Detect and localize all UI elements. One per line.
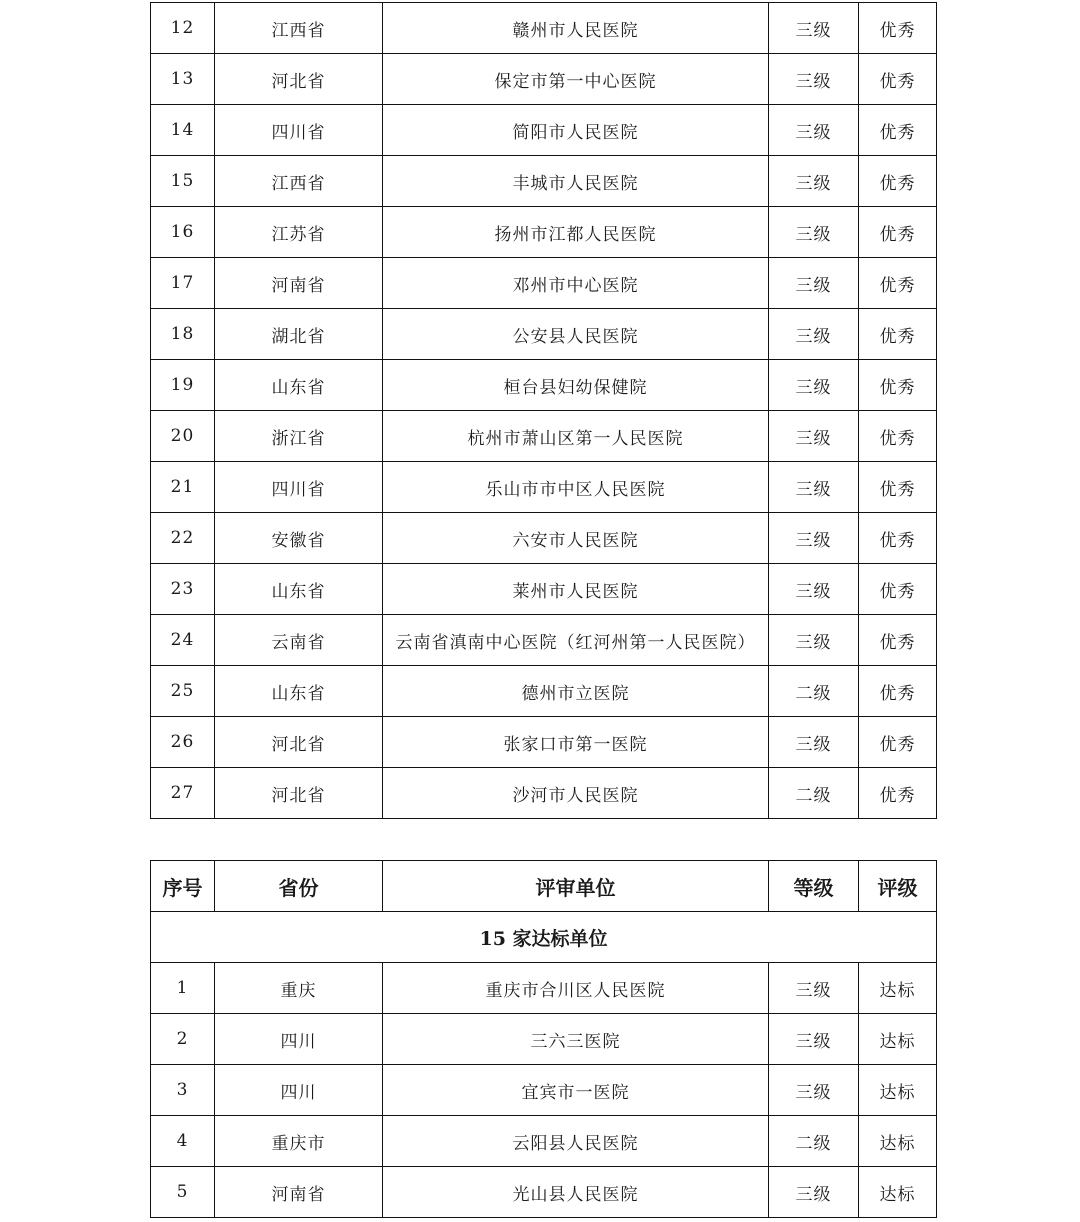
cell-unit: 杭州市萧山区第一人民医院 [383,411,769,462]
cell-no: 16 [151,207,215,258]
qualified-rows [151,963,937,1218]
cell-no: 23 [151,564,215,615]
cell-no: 1 [151,963,215,1014]
section-title-row [151,912,937,963]
cell-rating: 达标 [859,1014,937,1065]
cell-level: 三级 [769,360,859,411]
cell-level: 三级 [769,1065,859,1116]
cell-rating: 优秀 [859,615,937,666]
cell-province: 河南省 [215,1167,383,1218]
cell-province: 山东省 [215,666,383,717]
results-table-qualified [150,860,937,1218]
cell-level: 二级 [769,666,859,717]
table-row [151,1065,937,1116]
cell-no: 17 [151,258,215,309]
cell-rating: 优秀 [859,105,937,156]
table-row [151,1167,937,1218]
cell-unit: 简阳市人民医院 [383,105,769,156]
cell-province: 江西省 [215,3,383,54]
cell-province: 河北省 [215,717,383,768]
cell-unit: 六安市人民医院 [383,513,769,564]
cell-rating: 优秀 [859,411,937,462]
cell-unit: 三六三医院 [383,1014,769,1065]
header-rating: 评级 [859,861,937,912]
cell-province: 山东省 [215,360,383,411]
cell-province: 山东省 [215,564,383,615]
cell-level: 三级 [769,54,859,105]
cell-rating: 优秀 [859,360,937,411]
table-row [151,156,937,207]
cell-level: 三级 [769,1167,859,1218]
cell-no: 3 [151,1065,215,1116]
cell-level: 三级 [769,411,859,462]
cell-rating: 优秀 [859,768,937,819]
cell-level: 二级 [769,768,859,819]
cell-province: 湖北省 [215,309,383,360]
cell-rating: 优秀 [859,3,937,54]
cell-no: 19 [151,360,215,411]
cell-province: 江苏省 [215,207,383,258]
cell-level: 三级 [769,105,859,156]
cell-province: 四川省 [215,105,383,156]
header-level: 等级 [769,861,859,912]
table-header-row [151,861,937,912]
cell-no: 20 [151,411,215,462]
cell-unit: 公安县人民医院 [383,309,769,360]
cell-unit: 云阳县人民医院 [383,1116,769,1167]
header-no: 序号 [151,861,215,912]
cell-unit: 乐山市市中区人民医院 [383,462,769,513]
cell-province: 重庆市 [215,1116,383,1167]
table-row [151,207,937,258]
cell-rating: 达标 [859,1116,937,1167]
cell-rating: 优秀 [859,156,937,207]
table-row [151,3,937,54]
cell-rating: 优秀 [859,564,937,615]
table-row [151,768,937,819]
cell-province: 四川 [215,1014,383,1065]
cell-level: 三级 [769,963,859,1014]
cell-unit: 重庆市合川区人民医院 [383,963,769,1014]
cell-unit: 云南省滇南中心医院（红河州第一人民医院） [383,615,769,666]
cell-level: 三级 [769,615,859,666]
table-row [151,963,937,1014]
cell-province: 江西省 [215,156,383,207]
cell-province: 四川省 [215,462,383,513]
cell-rating: 优秀 [859,258,937,309]
cell-no: 12 [151,3,215,54]
cell-rating: 优秀 [859,462,937,513]
cell-level: 三级 [769,258,859,309]
cell-unit: 沙河市人民医院 [383,768,769,819]
cell-rating: 优秀 [859,717,937,768]
cell-no: 21 [151,462,215,513]
excellent-rows [151,3,937,819]
cell-no: 22 [151,513,215,564]
cell-province: 河北省 [215,54,383,105]
cell-level: 三级 [769,207,859,258]
cell-unit: 扬州市江都人民医院 [383,207,769,258]
cell-unit: 莱州市人民医院 [383,564,769,615]
cell-unit: 丰城市人民医院 [383,156,769,207]
table-row [151,258,937,309]
cell-unit: 邓州市中心医院 [383,258,769,309]
cell-no: 27 [151,768,215,819]
cell-unit: 宜宾市一医院 [383,1065,769,1116]
table-row [151,411,937,462]
cell-province: 浙江省 [215,411,383,462]
cell-no: 2 [151,1014,215,1065]
cell-no: 18 [151,309,215,360]
cell-rating: 优秀 [859,207,937,258]
cell-level: 三级 [769,564,859,615]
cell-rating: 优秀 [859,54,937,105]
table-row [151,462,937,513]
cell-rating: 达标 [859,1167,937,1218]
table-row [151,105,937,156]
cell-level: 三级 [769,156,859,207]
cell-level: 三级 [769,717,859,768]
cell-province: 河南省 [215,258,383,309]
cell-province: 云南省 [215,615,383,666]
cell-rating: 优秀 [859,513,937,564]
table-row [151,513,937,564]
cell-rating: 优秀 [859,309,937,360]
results-table-excellent [150,2,937,819]
header-unit: 评审单位 [383,861,769,912]
cell-rating: 优秀 [859,666,937,717]
cell-no: 25 [151,666,215,717]
table-row [151,54,937,105]
cell-no: 13 [151,54,215,105]
header-province: 省份 [215,861,383,912]
cell-province: 河北省 [215,768,383,819]
table-row [151,1116,937,1167]
section-title: 15 家达标单位 [151,912,937,963]
table-row [151,666,937,717]
table-row [151,564,937,615]
table-row [151,1014,937,1065]
table-row [151,360,937,411]
cell-level: 三级 [769,513,859,564]
cell-no: 24 [151,615,215,666]
cell-province: 安徽省 [215,513,383,564]
cell-rating: 达标 [859,963,937,1014]
cell-no: 5 [151,1167,215,1218]
cell-rating: 达标 [859,1065,937,1116]
cell-level: 三级 [769,309,859,360]
cell-level: 三级 [769,3,859,54]
cell-no: 14 [151,105,215,156]
cell-no: 15 [151,156,215,207]
cell-no: 26 [151,717,215,768]
cell-province: 重庆 [215,963,383,1014]
table-row [151,615,937,666]
cell-unit: 光山县人民医院 [383,1167,769,1218]
cell-level: 三级 [769,462,859,513]
table-row [151,717,937,768]
cell-unit: 张家口市第一医院 [383,717,769,768]
table-row [151,309,937,360]
cell-unit: 保定市第一中心医院 [383,54,769,105]
cell-level: 二级 [769,1116,859,1167]
cell-unit: 德州市立医院 [383,666,769,717]
cell-unit: 赣州市人民医院 [383,3,769,54]
cell-province: 四川 [215,1065,383,1116]
cell-level: 三级 [769,1014,859,1065]
cell-no: 4 [151,1116,215,1167]
cell-unit: 桓台县妇幼保健院 [383,360,769,411]
